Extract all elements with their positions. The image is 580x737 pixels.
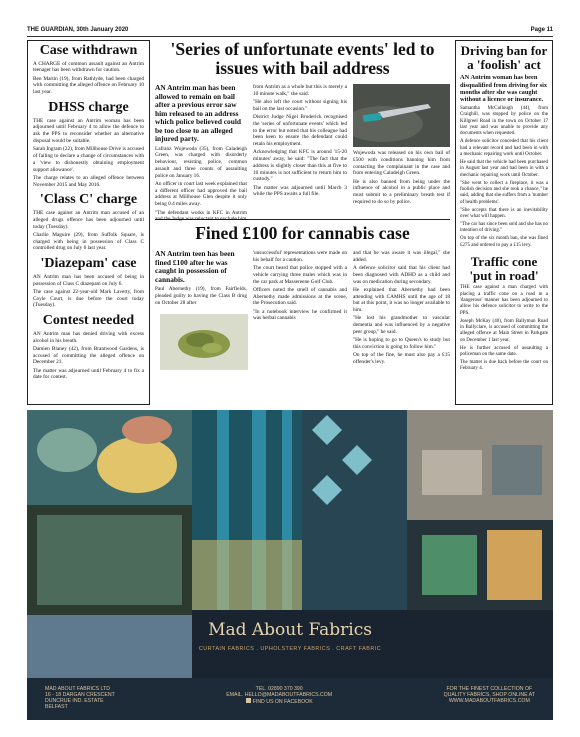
- article-paragraph: Joseph McKay (40), from Ballymun Road in Ballyclare, is accused of committing the alleged offence at Main Street in Parkgate on December 1 last year.: [460, 318, 548, 343]
- ad-brand-logo: Mad About Fabrics: [208, 620, 372, 640]
- class-c-article: [33, 193, 144, 252]
- article-paragraph: He is also banned from being under the influence of alcohol in a public place and must submit to a preliminary breath test if required to do so by police.: [353, 178, 450, 205]
- article-paragraph: A defence solicitor said that his client had been diagnosed with ADHD as a child and was on medication during secondary.: [353, 265, 450, 285]
- cannabis-leaf-icon: [160, 314, 248, 370]
- article-paragraph: District Judge Nigel Broderick recognised the 'series of unfortunate events' which led to the error but noted that his colleague had been keen to ensure the defendant could retain his employment.: [253, 114, 347, 148]
- article-paragraph: Samantha McCullough (44), from Craighill, was stopped by police on the Killgreel Road in the town on October 17 last year and was unable to provide any documents when requested.: [460, 105, 548, 137]
- ad-facebook-label: FIND US ON FACEBOOK: [252, 699, 313, 705]
- bail-headline: 'Series of unfortunate events' led to issues with bail address: [170, 39, 435, 78]
- ad-footer-bar: [27, 678, 553, 720]
- article-paragraph: THE case against a man charged with placing a traffic cone on a road in a 'dangerous' manner has been adjourned to allow his defence solicitor to write to the PPS.: [460, 285, 548, 316]
- facebook-icon: [246, 698, 251, 703]
- ad-facebook[interactable]: [226, 698, 332, 705]
- diazepam-headline: 'Diazepam' case: [40, 256, 137, 272]
- article-paragraph: He said that the vehicle had been purchased in August last year and had been in with a mechanic repairing work until October.: [460, 159, 548, 178]
- article-paragraph: Lafranz Wojewoda (35), from Caladeigh Green, was charged with disorderly behaviour, resisting police, common assault and three counts of assaulting police on January 16.: [155, 145, 247, 179]
- ad-website-link[interactable]: WWW.MADABOUTFABRICS.COM: [448, 698, 530, 704]
- article-paragraph: The matter was adjourned until March 3 while the PPS awaits a full file.: [253, 184, 347, 198]
- ad-promo-line: FOR THE FINEST COLLECTION OF: [446, 686, 533, 692]
- article-paragraph: He explained that Abernethy had been attending with CAMHS until the age of 18 but at this point, it was no longer available to him.: [353, 286, 450, 314]
- article-paragraph: "In a notebook interview he confirmed it was herbal cannabis: [253, 308, 347, 322]
- article-paragraph: Wojewoda was released on his own bail of £500 with conditions banning him from contacting the complainant in the case and from entering Caladeigh Green.: [353, 150, 450, 177]
- traffic-cone-article: [460, 255, 548, 373]
- article-paragraph: THE case against an Antrim woman has been adjourned until February 4 to allow the defence to ask the PPS to reconsider whether an alternative disposal would be suitable.: [33, 117, 144, 144]
- ad-address-line: BELFAST: [45, 704, 68, 710]
- article-paragraph: Sarah Ingram (22), from Millhouse Drive is accused of failing to declare a change of circumstances with a 'view to dishonestly obtaining employment support allowance'.: [33, 146, 144, 173]
- dhss-headline: DHSS charge: [48, 100, 129, 116]
- ad-promo: [444, 686, 535, 712]
- article-paragraph: Officers noted the smell of cannabis and Abernethy made admissions at the scene, the Prosecution said.: [253, 286, 347, 307]
- diazepam-article: [33, 257, 144, 309]
- article-paragraph: from Antrim as a whole but this is merely a 10 minute walk," she said.: [253, 84, 347, 97]
- article-paragraph: "The car has since been sold and she has no intention of driving.": [460, 221, 548, 234]
- case-withdrawn-article: [33, 44, 144, 96]
- article-paragraph: The charge relates to an alleged offence between November 2015 and May 2016.: [33, 174, 144, 188]
- fabric-advertisement[interactable]: [27, 410, 553, 720]
- article-paragraph: The case against 22-year-old Mark Laverty, from Coyle Court, is due before the court today (Tuesday).: [33, 288, 144, 309]
- article-paragraph: Charlie Maguire (29), from Suffolk Square, is charged with being in possession of Class C controlled drug on July 6 last year.: [33, 231, 144, 252]
- ad-address: [45, 686, 115, 712]
- article-paragraph: 'unsuccessful' representations were made on his behalf for a caution.: [253, 250, 347, 263]
- article-paragraph: "She went to collect a fireplace, it was a foolish decision and she took a chance," he said, adding that she suffers from a 'number of health problems'.: [460, 180, 548, 205]
- ad-promo-line: QUALITY FABRICS, SHOP ONLINE AT: [443, 692, 535, 698]
- ad-phone[interactable]: TEL. 02890 370 390: [255, 686, 303, 692]
- article-paragraph: He is further accused of assaulting a policeman on the same date.: [460, 345, 548, 358]
- article-paragraph: On top of the six month ban, she was fined £275 and ordered to pay a £15 levy.: [460, 236, 548, 248]
- knife-photo: [353, 84, 450, 147]
- article-paragraph: Paul Abernethy (19), from Fairfields, pleaded guilty to having the Class B drug on October 28 after: [155, 286, 247, 306]
- case-withdrawn-headline: Case withdrawn: [39, 43, 138, 58]
- knife-icon: [353, 84, 450, 147]
- article-paragraph: AN Antrim man has denied driving with excess alcohol in his breath.: [33, 330, 144, 344]
- ad-contact: [226, 686, 332, 712]
- article-paragraph: The matter is due back before the court on February 4.: [460, 360, 548, 372]
- masthead-date: THE GUARDIAN, 30th January 2020: [27, 27, 129, 33]
- traffic-cone-headline: Traffic cone 'put in road': [469, 253, 539, 283]
- dhss-article: [33, 101, 144, 188]
- article-paragraph: and that he was aware it was illegal," she added.: [353, 250, 450, 263]
- ad-address-line: 16 - 18 DARGAN CRESCENT: [45, 692, 115, 698]
- article-paragraph: Acknowledging that KFC is around '15-20 minutes' away, he said: "The fact that the address is slightly closer than this at five to 10 minutes is not sufficient to return him to custody.": [253, 149, 347, 183]
- article-paragraph: AN Antrim man has been accused of being in possession of Class C diazepam on July 6.: [33, 273, 144, 287]
- article-paragraph: "He also left the court without signing his bail on the last occasion.": [253, 99, 347, 112]
- class-c-headline: 'Class C' charge: [39, 192, 138, 208]
- contest-headline: Contest needed: [42, 313, 135, 329]
- article-paragraph: The court heard that police stopped with a vehicle carrying three males which was in the car park at Massereene Golf Club.: [253, 265, 347, 285]
- page-number: Page 11: [530, 27, 553, 33]
- ad-address-line: DUNCRUE IND. ESTATE: [45, 698, 104, 704]
- article-paragraph: The matter was adjourned until February 4 to fix a date for contest.: [33, 367, 144, 381]
- bail-article: [155, 39, 450, 223]
- article-paragraph: Damien Blaney (42), from Brantwood Gardens, is accused of committing the alleged offence on December 21.: [33, 345, 144, 366]
- article-paragraph: A CHARGE of common assault against an Antrim teenager has been withdrawn for caution.: [33, 60, 144, 74]
- cannabis-headline: Fined £100 for cannabis case: [195, 223, 410, 243]
- cannabis-article: [155, 224, 450, 406]
- driving-ban-headline: Driving ban for a 'foolish' act: [460, 43, 548, 72]
- left-column-box: [27, 40, 150, 405]
- cannabis-standfirst: AN Antrim teen has been fined £100 after he was caught in possession of cannabis.: [155, 249, 235, 284]
- driving-ban-standfirst: AN Antrim woman has been disqualified from driving for six months after she was caught without a licence or insurance.: [460, 74, 548, 104]
- ad-tagline: CURTAIN FABRICS . UPHOLSTERY FABRICS . CRAFT FABRIC: [198, 646, 382, 652]
- article-paragraph: THE case against an Antrim man accused of an alleged drugs offence has been adjourned until today (Tuesday).: [33, 210, 144, 230]
- page-header: [27, 27, 553, 37]
- ad-address-line: MAD ABOUT FABRICS LTD: [45, 686, 110, 692]
- article-paragraph: "She accepts that there is an inevitability over what will happen.: [460, 207, 548, 219]
- right-column-box: [455, 40, 553, 405]
- article-paragraph: Ben Martin (19), from Rathlyde, had been charged with committing the alleged offence on February 10 last year.: [33, 75, 144, 96]
- article-paragraph: An officer in court last week explained that a different officer had approved the bail address at Millhouse Glen despite it only being 0.4 miles away.: [155, 180, 247, 208]
- ad-email[interactable]: EMAIL. HELLO@MADABOUTFABRICS.COM: [226, 692, 333, 698]
- cannabis-photo: [160, 314, 248, 370]
- article-paragraph: "He is hoping to go to Queen's to study but this conviction is going to follow him.": [353, 337, 450, 350]
- article-paragraph: "The defendant works in KFC in Antrim and the Judge was reluctant to exclude him: [155, 209, 247, 223]
- contest-article: [33, 314, 144, 381]
- driving-ban-article: [460, 44, 548, 249]
- bail-standfirst: AN Antrim man has been allowed to remain on bail after a previous error saw him released to an address which police believed could be too close to an alleged injured party.: [155, 83, 242, 144]
- article-paragraph: On top of the fine, he must also pay a £15 offender's levy.: [353, 352, 450, 365]
- article-paragraph: "He lost his grandmother to vascular dementia and was influenced by a negative peer group," he said.: [353, 315, 450, 335]
- article-paragraph: A defence solicitor conceded that his client had a relevant record and had been in with a mechanic repairing work until October.: [460, 139, 548, 157]
